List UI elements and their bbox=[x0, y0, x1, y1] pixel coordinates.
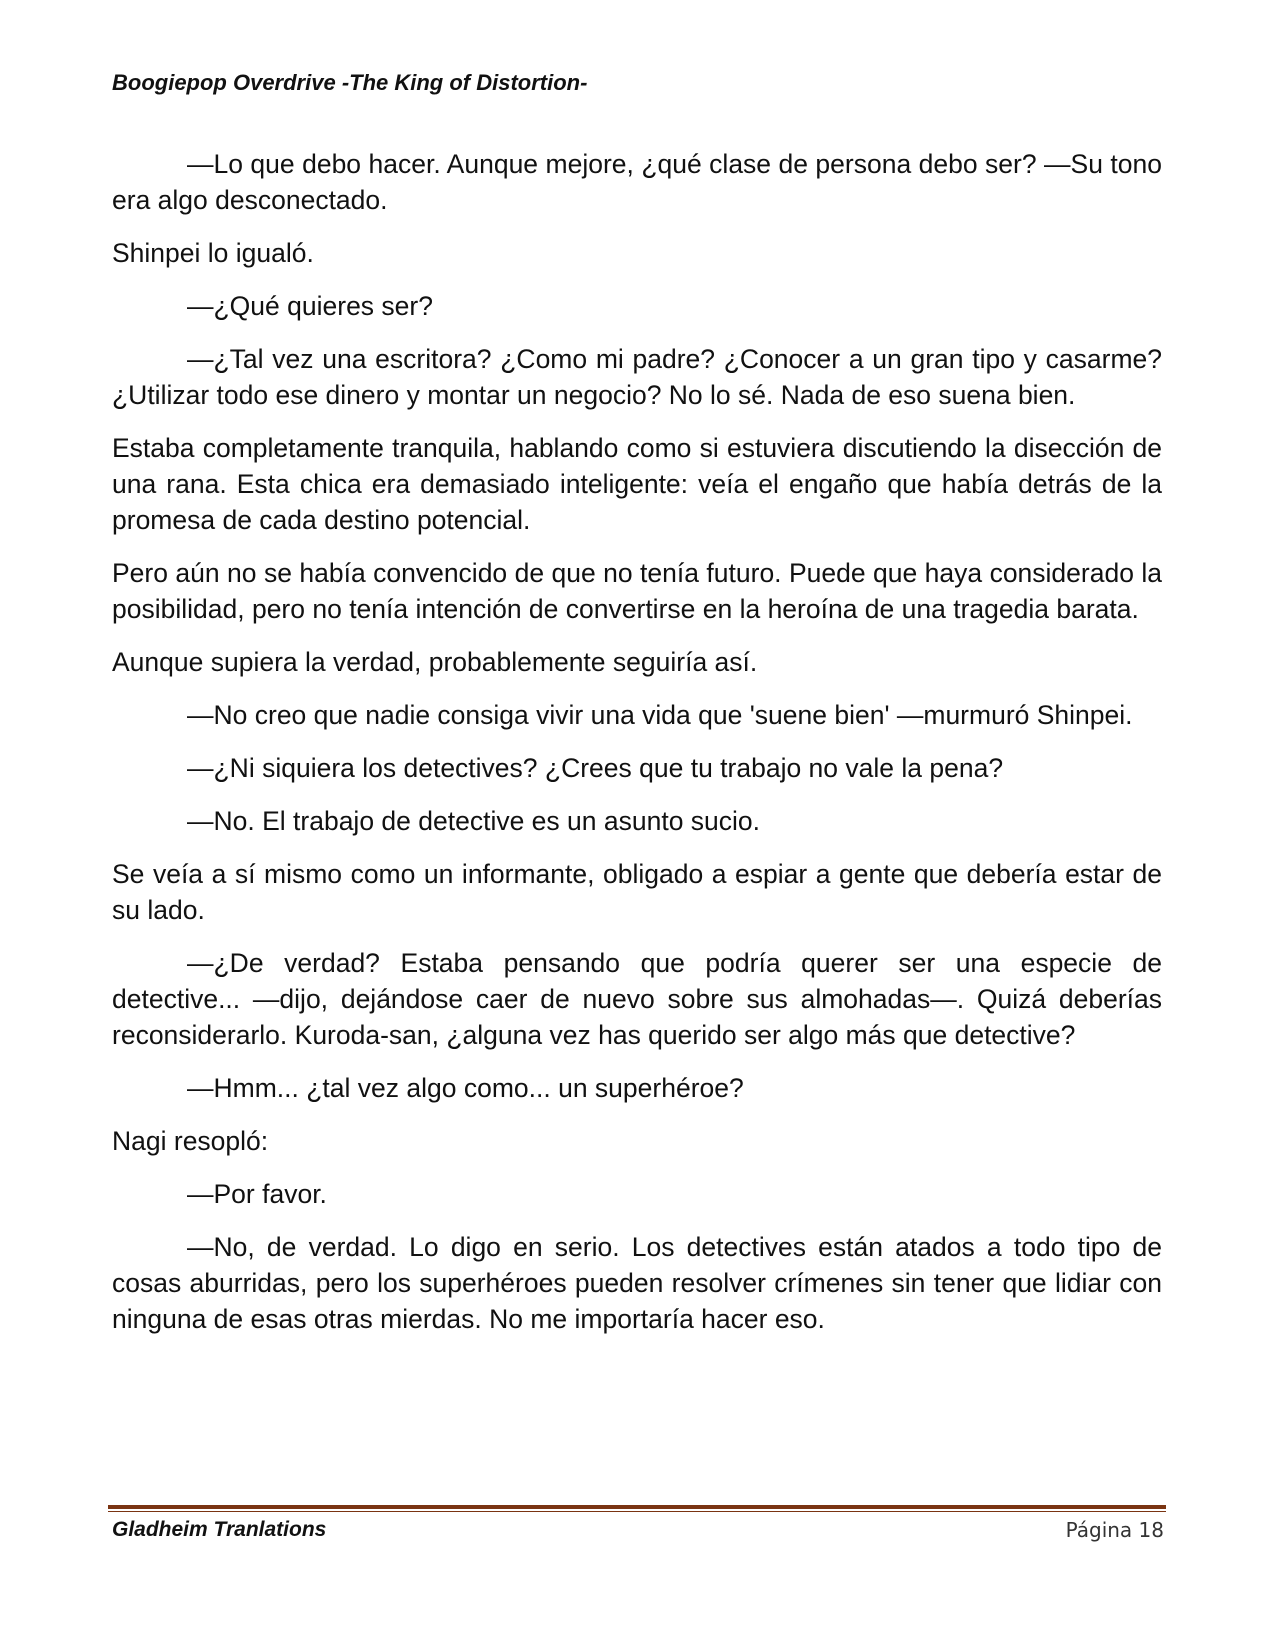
paragraph: —Por favor. bbox=[187, 1179, 327, 1209]
paragraph: —No. El trabajo de detective es un asunto sucio. bbox=[187, 806, 761, 836]
footer-publisher: Gladheim Tranlations bbox=[112, 1518, 327, 1541]
paragraph: —¿Qué quieres ser? bbox=[187, 291, 433, 321]
paragraph: Shinpei lo igualó. bbox=[112, 238, 314, 268]
paragraph: —¿Tal vez una escritora? ¿Como mi padre? ¿Conocer a un gran tipo y casarme? ¿Utilizar todo ese dinero y montar un negocio? No lo sé. Nada de eso suena bien. bbox=[112, 344, 1162, 410]
paragraph: Aunque supiera la verdad, probablemente seguiría así. bbox=[112, 647, 758, 677]
paragraph: —Lo que debo hacer. Aunque mejore, ¿qué clase de persona debo ser? —Su tono era algo desconectado. bbox=[112, 149, 1162, 215]
body-text bbox=[112, 146, 1162, 1354]
paragraph: —¿De verdad? Estaba pensando que podría querer ser una especie de detective... —dijo, dejándose caer de nuevo sobre sus almohadas—. Quizá deberías reconsiderarlo. Kuroda-san, ¿alguna vez has querido ser algo más que detective? bbox=[112, 948, 1162, 1050]
page-number: Página 18 bbox=[1065, 1518, 1164, 1542]
paragraph: Estaba completamente tranquila, hablando como si estuviera discutiendo la disección de una rana. Esta chica era demasiado inteligente: veía el engaño que había detrás de la promesa de cada destino potencial. bbox=[112, 433, 1162, 535]
footer-divider-thin bbox=[108, 1511, 1166, 1512]
paragraph: —No creo que nadie consiga vivir una vida que 'suene bien' —murmuró Shinpei. bbox=[187, 700, 1133, 730]
footer-divider-thick bbox=[108, 1505, 1166, 1509]
paragraph: —No, de verdad. Lo digo en serio. Los detectives están atados a todo tipo de cosas aburridas, pero los superhéroes pueden resolver crímenes sin tener que lidiar con ninguna de esas otras mierdas. No me importaría hacer eso. bbox=[112, 1232, 1162, 1334]
page-header-title: Boogiepop Overdrive -The King of Distortion- bbox=[112, 70, 588, 95]
paragraph: Pero aún no se había convencido de que no tenía futuro. Puede que haya considerado la posibilidad, pero no tenía intención de convertirse en la heroína de una tragedia barata. bbox=[112, 558, 1162, 624]
footer-divider bbox=[108, 1505, 1166, 1512]
paragraph: —Hmm... ¿tal vez algo como... un superhéroe? bbox=[187, 1073, 744, 1103]
paragraph: —¿Ni siquiera los detectives? ¿Crees que tu trabajo no vale la pena? bbox=[187, 753, 1004, 783]
paragraph: Nagi resopló: bbox=[112, 1126, 269, 1156]
paragraph: Se veía a sí mismo como un informante, obligado a espiar a gente que debería estar de su lado. bbox=[112, 859, 1162, 925]
